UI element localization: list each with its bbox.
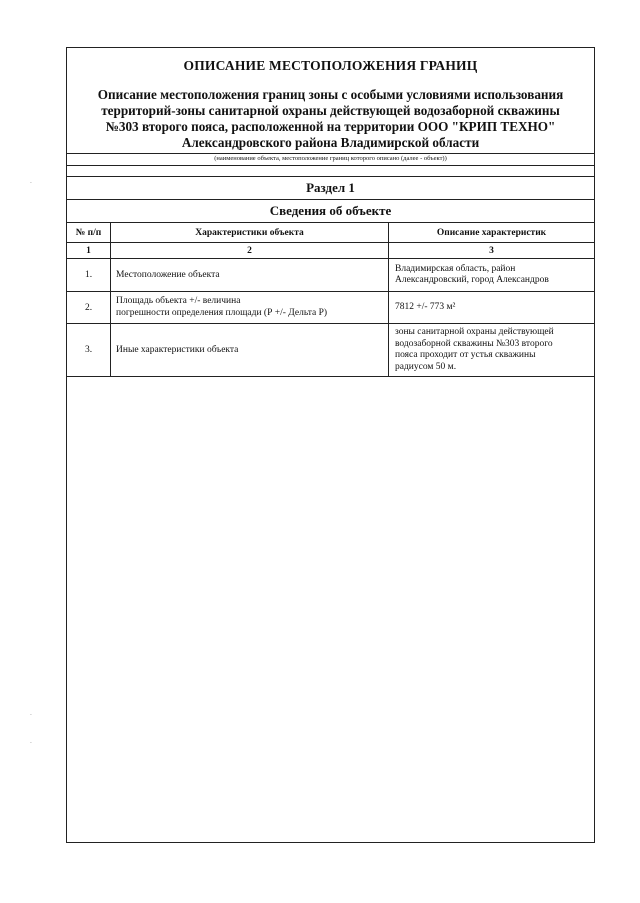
header-characteristic: Характеристики объекта — [111, 223, 389, 243]
characteristic-line: Местоположение объекта — [116, 270, 220, 280]
value-line: пояса проходит от устья скважины — [395, 350, 536, 360]
row-value — [389, 259, 595, 292]
row-value — [389, 292, 595, 324]
description-line: Александровского района Владимирской области — [181, 135, 480, 150]
header-description: Описание характеристик — [389, 223, 595, 243]
margin-dot: · — [30, 740, 32, 747]
characteristic-line: Иные характеристики объекта — [116, 345, 239, 355]
index-cell: 2 — [111, 243, 389, 259]
row-characteristic — [111, 324, 389, 377]
characteristic-line: погрешности определения площади (Р +/- Дельта Р) — [116, 307, 328, 318]
margin-dot: · — [30, 712, 32, 719]
table-header-row — [67, 223, 594, 243]
row-characteristic — [111, 259, 389, 292]
value-line: зоны санитарной охраны действующей — [395, 327, 554, 337]
index-cell: 1 — [67, 243, 111, 259]
row-number: 1. — [67, 259, 111, 292]
section-subtitle: Сведения об объекте — [269, 203, 392, 218]
table-row — [67, 324, 594, 377]
value-line: Владимирская область, район — [395, 263, 516, 274]
value-line: водозаборной скважины №303 второго — [395, 338, 553, 349]
row-value — [389, 324, 595, 377]
object-description — [75, 87, 586, 151]
table-index-row — [67, 243, 594, 259]
value-line: Александровский, город Александров — [395, 275, 549, 285]
object-info-table — [67, 222, 594, 377]
row-number: 3. — [67, 324, 111, 377]
row-characteristic — [111, 292, 389, 324]
table-row — [67, 259, 594, 292]
header-number: № п/п — [67, 223, 111, 243]
document-title: ОПИСАНИЕ МЕСТОПОЛОЖЕНИЯ ГРАНИЦ — [183, 58, 478, 73]
description-line: территорий-зоны санитарной охраны действующей водозаборной скважины — [101, 103, 560, 118]
row-number: 2. — [67, 292, 111, 324]
characteristic-line: Площадь объекта +/- величина — [116, 296, 241, 306]
value-line: 7812 +/- 773 м² — [395, 301, 456, 312]
document-frame — [66, 47, 595, 843]
value-line: радиусом 50 м. — [395, 361, 457, 372]
description-line: Описание местоположения границ зоны с особыми условиями использования — [97, 87, 564, 102]
index-cell: 3 — [389, 243, 595, 259]
table-row — [67, 292, 594, 324]
description-note: (наименование объекта, местоположение границ которого описано (далее - объект)) — [214, 155, 447, 162]
margin-dot: · — [30, 180, 32, 187]
description-line: №303 второго пояса, расположенной на территории ООО "КРИП ТЕХНО" — [105, 119, 556, 134]
section-heading: Раздел 1 — [306, 180, 355, 195]
